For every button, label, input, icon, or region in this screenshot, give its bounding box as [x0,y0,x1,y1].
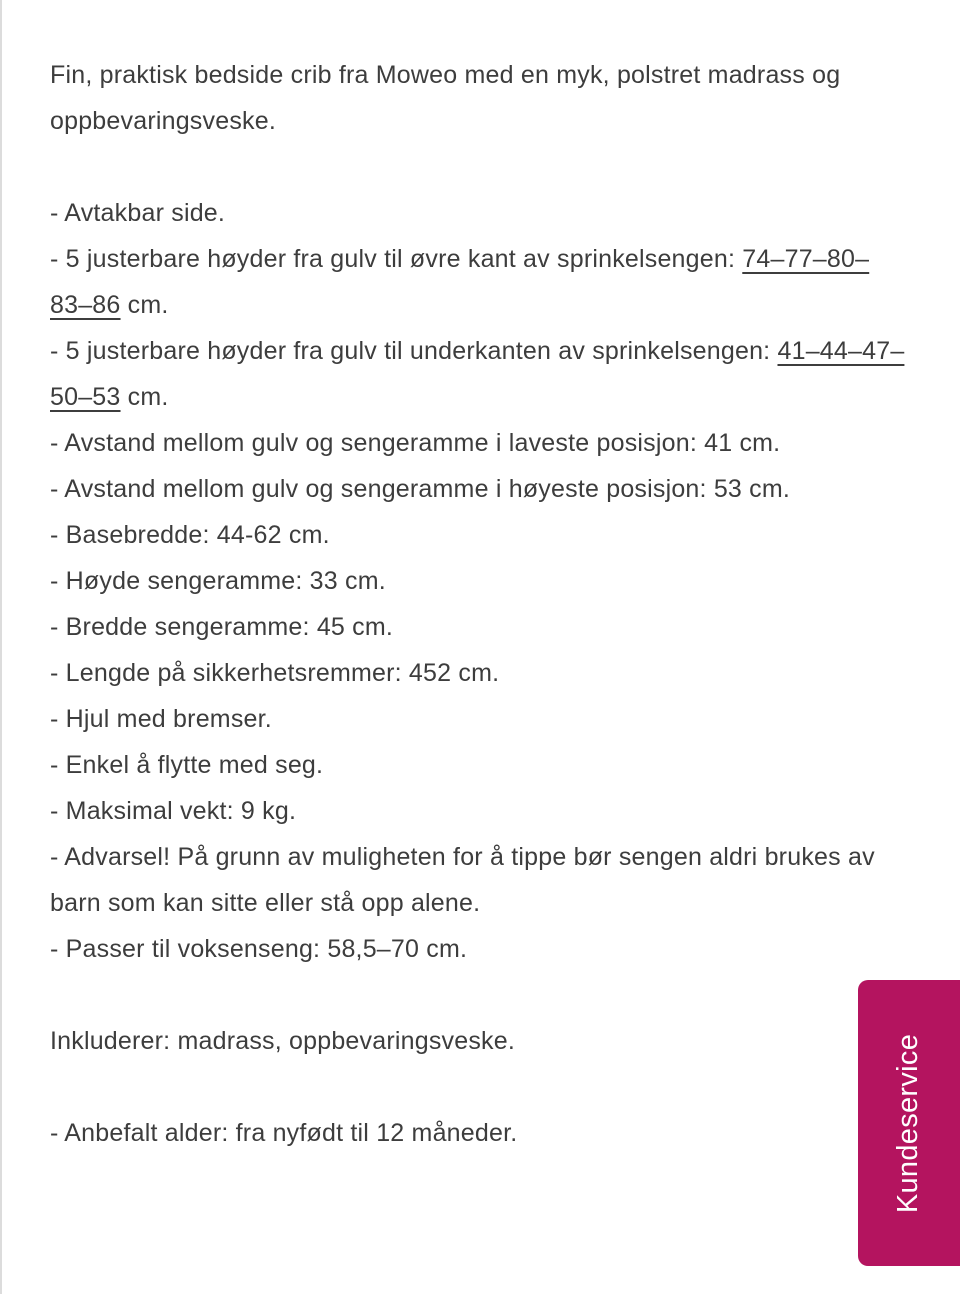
spec-text: - Maksimal vekt: 9 kg. [50,797,297,825]
spec-text: - 5 justerbare høyder fra gulv til øvre kant av sprinkelsengen: [50,245,743,273]
spec-item [50,650,910,696]
spacer [50,972,910,1018]
spec-text: - Avstand mellom gulv og sengeramme i laveste posisjon: 41 cm. [50,429,781,457]
spec-item [50,328,910,420]
spec-item [50,742,910,788]
spec-measurement-underlined: 74–77–80–83–86 [50,245,870,319]
intro-paragraph: Fin, praktisk bedside crib fra Moweo med en myk, polstret madrass og oppbevaringsveske. [50,61,841,135]
spec-text: cm. [120,383,169,411]
spec-text: - Høyde sengeramme: 33 cm. [50,567,386,595]
spacer [50,1064,910,1110]
age-line: - Anbefalt alder: fra nyfødt til 12 måneder. [50,1119,518,1147]
spec-item [50,926,910,972]
spec-text: - Advarsel! På grunn av muligheten for å tippe bør sengen aldri brukes av barn som kan sitte eller stå opp alene. [50,843,875,917]
spec-item [50,190,910,236]
spec-text: - 5 justerbare høyder fra gulv til underkanten av sprinkelsengen: [50,337,778,365]
spec-text: - Passer til voksenseng: 58,5–70 cm. [50,935,468,963]
spec-item [50,466,910,512]
spec-item [50,834,910,926]
spec-text: - Avtakbar side. [50,199,226,227]
spec-item [50,512,910,558]
spec-list [50,190,910,972]
spec-text: - Basebredde: 44-62 cm. [50,521,330,549]
product-description [50,52,910,1156]
spec-measurement-underlined: 41–44–47–50–53 [50,337,905,411]
kundeservice-tab[interactable] [858,980,960,1266]
spec-item [50,236,910,328]
spec-text: - Hjul med bremser. [50,705,272,733]
includes-line: Inkluderer: madrass, oppbevaringsveske. [50,1027,515,1055]
spec-item [50,558,910,604]
spec-item [50,420,910,466]
spec-text: - Lengde på sikkerhetsremmer: 452 cm. [50,659,500,687]
spec-text: cm. [120,291,169,319]
spec-text: - Bredde sengeramme: 45 cm. [50,613,394,641]
spec-item [50,788,910,834]
spec-text: - Avstand mellom gulv og sengeramme i høyeste posisjon: 53 cm. [50,475,791,503]
spec-item [50,604,910,650]
spec-text: - Enkel å flytte med seg. [50,751,324,779]
kundeservice-tab-label[interactable]: Kundeservice [892,1033,925,1213]
spec-item [50,696,910,742]
left-edge-rule [0,0,2,1294]
